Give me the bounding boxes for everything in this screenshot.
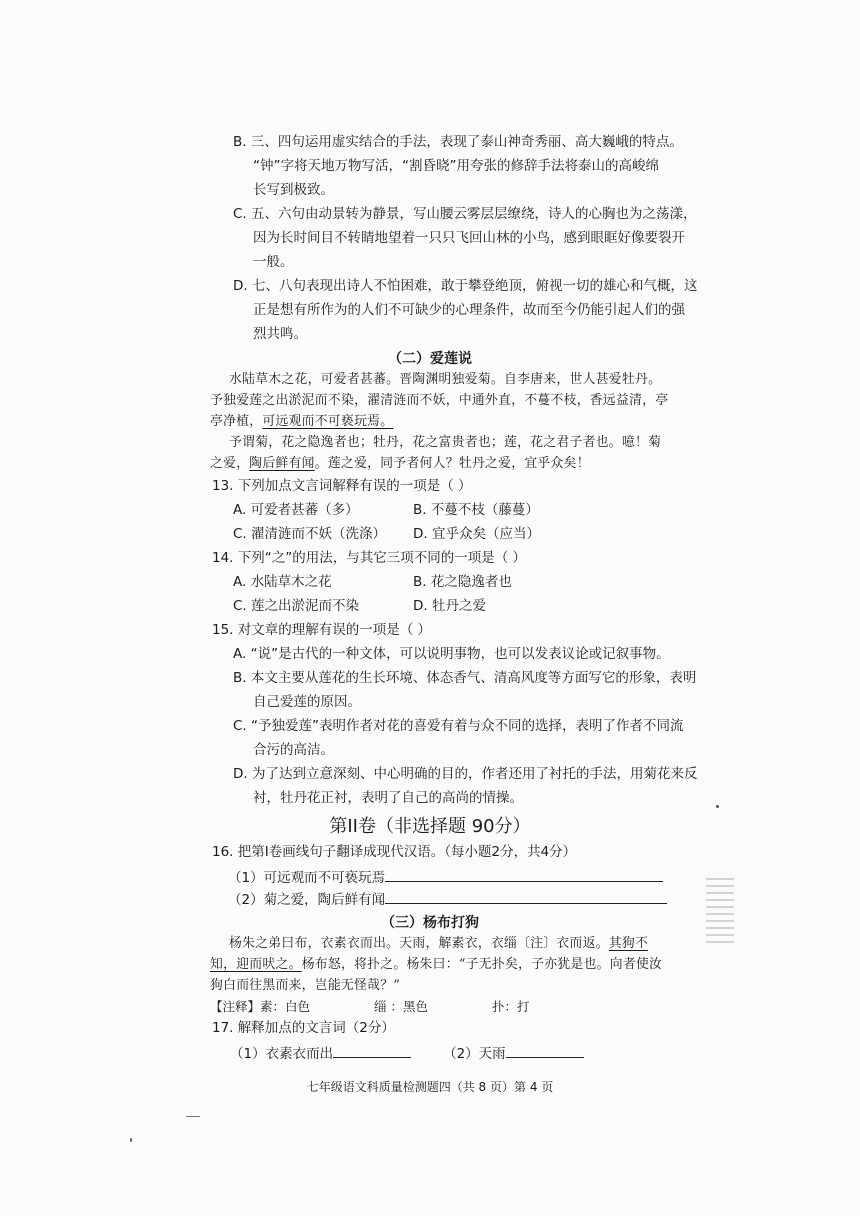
scan-mark xyxy=(186,1116,200,1117)
q15-option-c-line1: C. “予独爱莲”表明作者对花的喜爱有着与众不同的选择，表明了作者不同流 xyxy=(233,718,684,734)
underlined-sentence-1: 可远观而不可亵玩焉。 xyxy=(262,414,394,429)
dog-line1: 杨朱之弟曰布，衣素衣而出。天雨，解素衣，衣缁〔注〕衣而返。其狗不 xyxy=(229,936,649,951)
lotus-p1-line1: 水陆草木之花，可爱者甚蕃。晋陶渊明独爱菊。自李唐来，世人甚爱牡丹。 xyxy=(229,372,662,387)
scan-smudge xyxy=(706,878,734,948)
dog-line3: 狗白而往黑而来，岂能无怪哉？” xyxy=(210,978,401,993)
option-b-line3: 长写到极致。 xyxy=(253,182,334,198)
part2-heading: 第II卷（非选择题 90分） xyxy=(329,816,531,837)
q16-answer-line-1[interactable] xyxy=(385,867,663,882)
q13-stem: 13. 下列加点文言词解释有误的一项是（ ） xyxy=(212,478,472,494)
option-c-line1: C. 五、六句由动景转为静景，写山腰云雾层层缭绕，诗人的心胸也为之荡漾， xyxy=(233,206,697,222)
q13-option-a: A. 可爱者甚蕃（多） xyxy=(233,502,359,518)
lotus-p1-line3: 亭净植，可远观而不可亵玩焉。 xyxy=(210,414,394,429)
underlined-sentence-2: 陶后鲜有闻 xyxy=(249,456,315,471)
option-d-line2: 正是想有所作为的人们不可缺少的心理条件，故而至今仍能引起人们的强 xyxy=(253,302,685,318)
note-label: 【注释】 xyxy=(210,999,261,1014)
q13-option-d: D. 宜乎众矣（应当） xyxy=(413,526,540,542)
option-d-line3: 烈共鸣。 xyxy=(253,326,307,342)
q15-option-d-line1: D. 为了达到立意深刻、中心明确的目的，作者还用了衬托的手法，用菊花来反 xyxy=(233,766,698,782)
q17-stem: 17. 解释加点的文言词（2分） xyxy=(212,1020,395,1036)
q17-answer-line-2[interactable] xyxy=(506,1043,584,1058)
option-b-line2: “钟”字将天地万物写活，“割昏晓”用夸张的修辞手法将泰山的高峻绵 xyxy=(253,158,659,174)
option-d-line1: D. 七、八句表现出诗人不怕困难，敢于攀登绝顶，俯视一切的雄心和气概，这 xyxy=(233,278,698,294)
dog-line2: 知，迎而吠之。杨布怒，将扑之。杨朱曰：“子无扑矣，子亦犹是也。向者使汝 xyxy=(210,957,663,972)
scan-speck xyxy=(130,1138,132,1142)
option-b-line1: B. 三、四句运用虚实结合的手法，表现了泰山神奇秀丽、高大巍峨的特点。 xyxy=(233,134,683,150)
note-1: 素：白色 xyxy=(260,999,311,1014)
lotus-p1-line2: 予独爱莲之出淤泥而不染，濯清涟而不妖，中通外直，不蔓不枝，香远益清，亭 xyxy=(210,393,669,408)
q17-answer-line-1[interactable] xyxy=(333,1043,411,1058)
q17-item1: （1）衣素衣而出 （2）天雨 xyxy=(230,1043,584,1064)
scan-speck xyxy=(716,805,719,808)
page-footer: 七年级语文科质量检测题四（共 8 页）第 4 页 xyxy=(306,1080,554,1094)
option-c-line3: 一般。 xyxy=(253,254,294,270)
note-2: 缁 ：黑色 xyxy=(374,999,429,1014)
underlined-sentence-3a: 其狗不 xyxy=(608,936,649,951)
note-3: 扑：打 xyxy=(492,999,530,1014)
q15-stem: 15. 对文章的理解有误的一项是（ ） xyxy=(212,622,432,638)
q16-answer-line-2[interactable] xyxy=(385,889,667,904)
q13-option-c: C. 濯清涟而不妖（洗涤） xyxy=(233,526,387,542)
q15-option-b-line1: B. 本文主要从莲花的生长环境、体态香气、清高风度等方面写它的形象，表明 xyxy=(233,670,697,686)
underlined-sentence-3b: 知，迎而吠之。 xyxy=(210,957,302,972)
q16-stem: 16. 把第I卷画线句子翻译成现代汉语。（每小题2分，共4分） xyxy=(212,844,577,860)
lotus-p2-line2: 之爱，陶后鲜有闻。莲之爱，同予者何人？牡丹之爱，宜乎众矣！ xyxy=(210,456,590,471)
lotus-p2-line1: 予谓菊，花之隐逸者也；牡丹，花之富贵者也；莲，花之君子者也。噫！菊 xyxy=(229,435,662,450)
option-c-line2: 因为长时间目不转睛地望着一只只飞回山林的小鸟，感到眼眶好像要裂开 xyxy=(253,230,685,246)
section3-title: （三）杨布打狗 xyxy=(381,915,479,931)
q14-option-c: C. 莲之出淤泥而不染 xyxy=(233,598,360,614)
q14-option-b: B. 花之隐逸者也 xyxy=(413,574,512,590)
section2-title: （二）爱莲说 xyxy=(388,351,472,367)
q13-option-b: B. 不蔓不枝（藤蔓） xyxy=(413,502,539,518)
q15-option-c-line2: 合污的高洁。 xyxy=(253,742,334,758)
q16-item1: （1）可远观而不可亵玩焉 xyxy=(228,867,663,888)
q15-option-b-line2: 自己爱莲的原因。 xyxy=(253,694,361,710)
q15-option-d-line2: 衬，牡丹花正衬，表明了自己的高尚的情操。 xyxy=(253,790,523,806)
q14-option-a: A. 水陆草木之花 xyxy=(233,574,332,590)
q17-item2: （2）天雨 xyxy=(443,1046,506,1062)
q14-option-d: D. 牡丹之爱 xyxy=(413,598,486,614)
q16-item2: （2）菊之爱，陶后鲜有闻 xyxy=(228,889,667,910)
dog-notes xyxy=(210,997,530,1016)
q15-option-a: A. “说”是古代的一种文体，可以说明事物，也可以发表议论或记叙事物。 xyxy=(233,646,670,662)
q14-stem: 14. 下列“之”的用法，与其它三项不同的一项是（ ） xyxy=(212,550,527,566)
